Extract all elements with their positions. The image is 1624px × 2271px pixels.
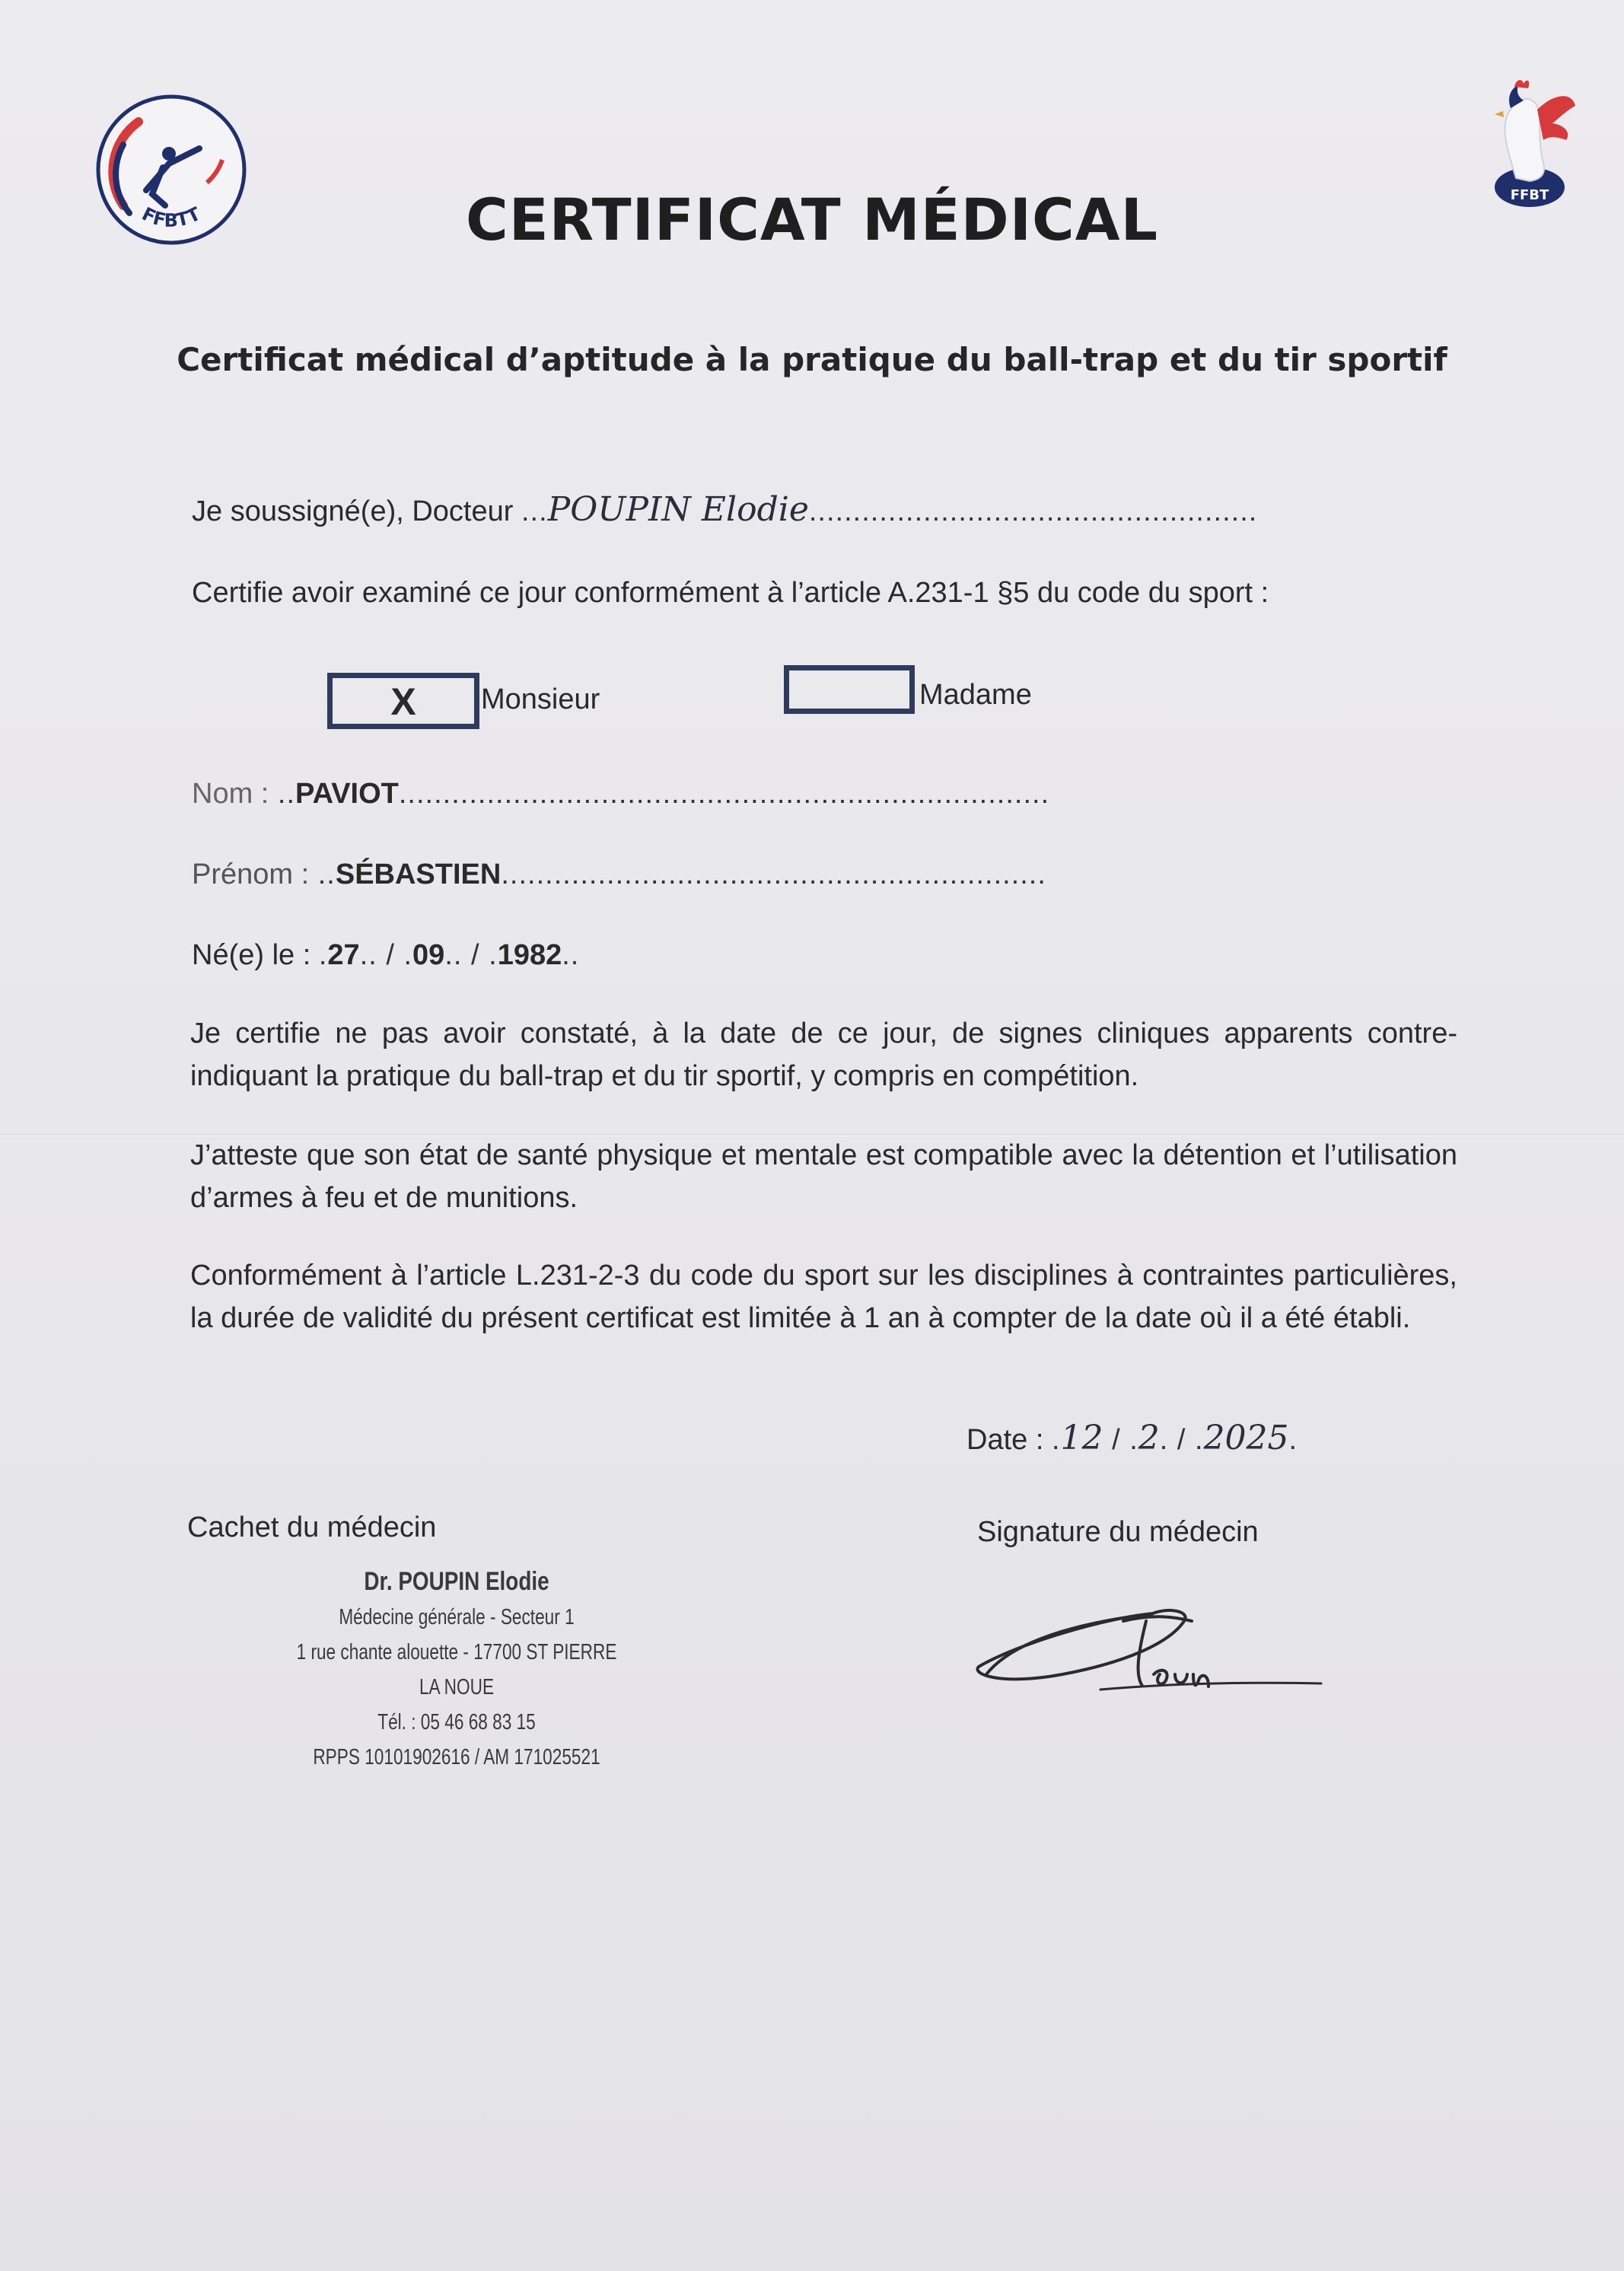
paragraph-validity: Conformément à l’article L.231-2-3 du code du sport sur les disciplines à contraintes particulières, la durée de validité du présent certificat est limitée à 1 an à compter de la date où il a été établi. [190, 1260, 1457, 1334]
stamp-ids: RPPS 10101902616 / AM 171025521 [313, 1745, 600, 1769]
paragraph-contraindication: Je certifie ne pas avoir constaté, à la date de ce jour, de signes cliniques apparents contre-indiquant la pratique du ball-trap et du tir sportif, y compris en compétition. [190, 1018, 1457, 1092]
doctor-stamp [251, 1563, 662, 1775]
paragraph-health: J’atteste que son état de santé physique et mentale est compatible avec la détention et l’utilisation d’armes à feu et de munitions. [190, 1139, 1457, 1214]
doctor-label: Je soussigné(e), Docteur [192, 495, 514, 527]
nom-label: Nom : [192, 778, 269, 810]
madame-label: Madame [919, 679, 1032, 711]
birth-day[interactable]: 27 [327, 939, 360, 971]
date-day[interactable]: 12 [1060, 1419, 1103, 1457]
nom-line: Nom : ..PAVIOT.......................................................................... [192, 778, 1050, 810]
stamp-name: Dr. POUPIN Elodie [364, 1567, 549, 1596]
date-year[interactable]: 2025 [1203, 1419, 1289, 1457]
doctor-line: Je soussigné(e), Docteur ...POUPIN Elodie................................................... [192, 490, 1258, 529]
certify-line: Certifie avoir examiné ce jour conformément à l’article A.231-1 §5 du code du sport : [192, 577, 1269, 609]
date-label: Date : [966, 1424, 1044, 1456]
logo-left-text: FFBTT [139, 202, 204, 231]
date-line: Date : .12 / .2. / .2025. [966, 1419, 1298, 1457]
document-subtitle: Certificat médical d’aptitude à la pratique du ball-trap et du tir sportif [177, 341, 1447, 378]
signature-label: Signature du médecin [977, 1516, 1259, 1548]
prenom-value[interactable]: SÉBASTIEN [335, 858, 502, 890]
madame-checkbox[interactable] [784, 665, 915, 714]
logo-right-text: FFBT [1510, 187, 1549, 203]
birth-label: Né(e) le : [192, 939, 311, 971]
stamp-address: 1 rue chante alouette - 17700 ST PIERRE LA NOUE [296, 1640, 617, 1699]
stamp-specialty: Médecine générale - Secteur 1 [339, 1605, 575, 1629]
date-month[interactable]: 2 [1138, 1419, 1160, 1457]
prenom-label: Prénom : [192, 858, 310, 890]
prenom-line: Prénom : ..SÉBASTIEN.............................................................. [192, 858, 1046, 890]
birth-month[interactable]: 09 [412, 939, 445, 971]
monsieur-checkbox[interactable]: X [327, 673, 479, 729]
nom-value[interactable]: PAVIOT [295, 778, 399, 810]
signature-icon [971, 1560, 1329, 1712]
birth-line: Né(e) le : .27.. / .09.. / .1982.. [192, 939, 580, 971]
stamp-label: Cachet du médecin [187, 1511, 437, 1543]
document-title: CERTIFICAT MÉDICAL [465, 186, 1159, 253]
birth-year[interactable]: 1982 [497, 939, 562, 971]
stamp-phone: Tél. : 05 46 68 83 15 [377, 1710, 536, 1734]
doctor-value[interactable]: POUPIN Elodie [547, 490, 809, 529]
monsieur-label: Monsieur [481, 683, 600, 715]
